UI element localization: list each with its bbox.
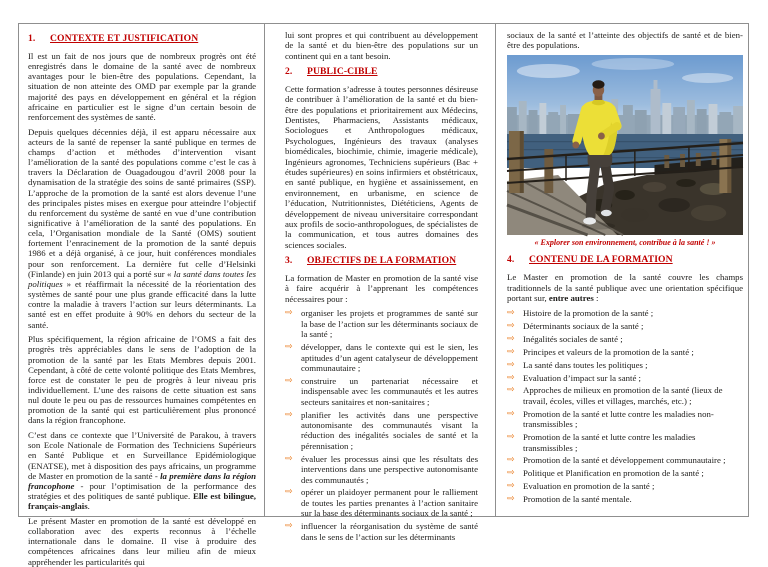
list-item-text: Evaluation d’impact sur la santé ;: [523, 372, 641, 383]
list-item: [285, 342, 478, 373]
column-contexte: [19, 24, 265, 567]
list-item-text: La santé dans toutes les politiques ;: [523, 359, 648, 370]
continuation-paragraph: lui sont propres et qui contribuent au développement de la santé et du bien-être des populations sur un continent qui en a tant besoin.: [285, 30, 478, 61]
paragraph-text: Depuis quelques décennies déjà, il est apparu nécessaire aux acteurs de la santé de repenser la santé publique en termes de champs d’action et méthodes d’intervention visant l’amélioration de la santé des populations comme c’est le cas à travers la Déclaration de Ouagadougou d’avril 2008 pour la dynamisation de la stratégie des soins de santé primaires (SSP). L’approche de la promotion de la santé est alors devenue l’une des principales pistes mises en exergue pour atteindre l’objectif du renforcement du système de santé en vue d’une contribution significative à l’amélioration de la santé des populations. En cela, l’Organisation mondiale de la Santé (OMS) soutient fortement l’enracinement de la promotion de la santé depuis 1986 et a déjà organisé, à ce jour, huit conférences mondiales pour son renforcement. La dernière fut celle d’Helsinki (Finlande) en juin 2013 qui a porté sur «: [28, 126, 256, 279]
arrow-bullet-icon: ⇨: [285, 375, 293, 386]
list-item-text: Promotion de la santé et développement communautaire ;: [523, 455, 726, 466]
list-item: [507, 373, 743, 383]
arrow-bullet-icon: ⇨: [507, 320, 515, 331]
list-item-text: Déterminants sociaux de la santé ;: [523, 320, 644, 331]
list-item-text: Evaluation en promotion de la santé ;: [523, 481, 655, 492]
heading-title: CONTENU DE LA FORMATION: [529, 254, 673, 266]
continuation-paragraph: sociaux de la santé et l’atteinte des objectifs de santé et de bien-être des populations.: [507, 30, 743, 51]
arrow-bullet-icon: ⇨: [507, 333, 515, 344]
list-item-text: Promotion de la santé et lutte contre les maladies non-transmissibles ;: [523, 408, 714, 430]
column-contenu: [496, 24, 748, 516]
paragraph: La formation de Master en promotion de la santé vise à faire acquérir à l’apprenant les compétences nécessaires pour :: [285, 272, 478, 304]
paragraph: [28, 127, 256, 330]
list-item: [507, 455, 743, 465]
list-item-text: Promotion de la santé mentale.: [523, 494, 632, 505]
arrow-bullet-icon: ⇨: [507, 385, 515, 396]
list-item-text: développer, dans le contexte qui est le sien, les aptitudes d’un agent catalyseur de développement communautaire ;: [301, 342, 478, 373]
paragraph: Le présent Master en promotion de la santé est développé en collaboration avec des experts reconnus à l’échelle internationale dans le domaine. Il vise à produire des compétences africaines dans leur milieu afin de mieux appréhender les particularités qui: [28, 515, 256, 567]
list-item: [507, 468, 743, 478]
list-item: [507, 360, 743, 370]
heading-title: CONTEXTE ET JUSTIFICATION: [50, 33, 199, 44]
paragraph: Plus spécifiquement, la région africaine de l’OMS a fait des progrès très appréciables dans le sens de l’adoption de la promotion de la santé par les Etats Membres depuis 2001. Cependant, à côté de cette volonté politique des Etats Membres, force est de constater le peu de progrès à leur niveau pris individuellement. L’une des raisons de cette situation est sans nul doute le peu ou pas de ressources humaines compétentes en promotion de la santé qui est particulièrement plus prononcé dans la région francophone.: [28, 334, 256, 426]
section-heading-4: [507, 254, 743, 265]
arrow-bullet-icon: ⇨: [507, 346, 515, 357]
list-item-text: influencer la réorganisation du système de santé dans le sens de l’action sur les déterminants: [301, 521, 478, 542]
list-item: [507, 481, 743, 491]
list-item-text: organiser les projets et programmes de santé sur la base de l’action sur les déterminants sociaux de la santé ;: [301, 308, 478, 340]
arrow-bullet-icon: ⇨: [285, 409, 293, 420]
arrow-bullet-icon: ⇨: [507, 408, 515, 419]
list-item: [507, 432, 743, 453]
bold-italic-phrase: la première dans la région francophone: [28, 470, 256, 491]
heading-number: 2.: [285, 65, 293, 77]
bold-phrase: Elle est bilingue, français-anglais: [28, 491, 257, 512]
paragraph-text: C’est dans ce contexte que l’Université de Parakou, à travers son Ecole Nationale de Formation des Techniciens Supérieurs en Santé Publique et en Surveillance Epidémiologique (ENATSE), met à disposition des pays africains, un programme de Master en promotion de la santé -: [28, 430, 256, 481]
paragraph: Il est un fait de nos jours que de nombreux progrès ont été enregistrés dans le domaine de la santé avec de nombreux avantages pour le bien-être des populations. Cependant, la situation de non atteinte des OMD par exemple par la grande majorité des pays en développement en général et la région africaine en particulier est le signe d’un certain besoin de renforcement des systèmes de santé.: [28, 51, 256, 122]
arrow-bullet-icon: ⇨: [285, 342, 293, 353]
list-item-text: construire un partenariat nécessaire et indispensable avec les communautés et les autres secteurs sanitaires et non-sanitaires ;: [301, 375, 478, 407]
list-item-text: Inégalités sociales de santé ;: [523, 333, 623, 344]
list-item-text: opérer un plaidoyer permanent pour le ralliement de toutes les parties prenantes à l’action sanitaire sur la base des déterminants sociaux de la santé ;: [301, 487, 478, 519]
section-heading-3: [285, 255, 478, 266]
paragraph-text: .: [87, 501, 90, 512]
list-item: [507, 308, 743, 318]
list-item: [285, 521, 478, 542]
section-heading-2: [285, 66, 478, 77]
list-item: [285, 410, 478, 452]
arrow-bullet-icon: ⇨: [507, 468, 515, 479]
list-item: [507, 494, 743, 504]
paragraph: [28, 430, 256, 511]
arrow-bullet-icon: ⇨: [507, 359, 515, 370]
arrow-bullet-icon: ⇨: [507, 372, 515, 383]
arrow-bullet-icon: ⇨: [507, 308, 515, 319]
arrow-bullet-icon: ⇨: [285, 521, 293, 532]
column-public-cible: [265, 24, 496, 542]
bold-phrase: entre autres: [548, 293, 594, 304]
paragraph-text: :: [593, 293, 599, 304]
arrow-bullet-icon: ⇨: [285, 308, 293, 319]
objectives-list: [285, 308, 478, 542]
list-item: [507, 321, 743, 331]
arrow-bullet-icon: ⇨: [507, 481, 515, 492]
list-item: [285, 487, 478, 518]
heading-number: 3.: [285, 254, 293, 266]
paragraph: Cette formation s’adresse à toutes personnes désireuse de contribuer à l’amélioration de la santé et du bien-être des populations et prioritairement aux Médecins, Dentistes, Pharmaciens, Assistants médicaux, Sociologues et Anthropologues médicaux, Psychologues, Ingénieurs des travaux (analyses biomédicales, biochimie, chimie, imagerie médicale), Ingénieurs agronomes, Techniciens supérieurs (Bac + études supérieures) en soins infirmiers et obstétricaux, en santé publique, en hygiène et assainissement, en environnement, en urbanisme, en science de l’éducation, Nutritionnistes, Diététiciens, Agents de développement de niveau universitaire correspondant aux profils de socio-anthropologues, de spécialistes de la communication, et tous autres domaines des sciences sociales.: [285, 83, 478, 250]
list-item: [507, 409, 743, 430]
paragraph-text: » et réaffirmait la nécessité de la réorientation des systèmes de santé pour une plus grande efficacité dans la lutte contre la maladie à travers l’action sur leurs déterminants. La santé est en effet produite à 90% en dehors du secteur de la santé.: [28, 278, 256, 330]
arrow-bullet-icon: ⇨: [285, 487, 293, 498]
arrow-bullet-icon: ⇨: [507, 494, 515, 505]
list-item: [507, 347, 743, 357]
paragraph-text: Le Master en promotion de la santé couvre les champs traditionnels de la santé publique avec une orientation spécifique portant sur,: [507, 272, 743, 304]
paragraph: [507, 272, 743, 303]
paragraph-text: - pour l’optimisation de la performance des stratégies et des politiques de santé publique.: [28, 480, 256, 502]
section-heading-1: [28, 33, 256, 44]
list-item: [285, 454, 478, 485]
list-item-text: Approches de milieux en promotion de la santé (lieux de travail, écoles, villes et villages, marchés, etc.) ;: [523, 385, 723, 406]
contents-list: [507, 308, 743, 505]
heading-number: 4.: [507, 254, 515, 266]
list-item-text: évaluer les processus ainsi que les résultats des interventions dans une perspective autonomisante des communautés ;: [301, 453, 478, 485]
list-item-text: Histoire de la promotion de la santé ;: [523, 308, 654, 319]
list-item: [285, 308, 478, 339]
list-item: [507, 385, 743, 406]
list-item-text: Politique et Planification en promotion de la santé ;: [523, 468, 704, 479]
list-item-text: planifier les activités dans une perspective autonomisante des communautés visant la réduction des inégalités sociales de santé et la pérennisation ;: [301, 409, 478, 451]
list-item-text: Principes et valeurs de la promotion de la santé ;: [523, 346, 694, 357]
jogger-waterfront-photo: [507, 55, 743, 235]
italic-phrase: la santé dans toutes les politiques: [28, 268, 256, 289]
heading-title: PUBLIC-CIBLE: [307, 65, 378, 77]
arrow-bullet-icon: ⇨: [285, 453, 293, 464]
photo-caption: « Explorer son environnement, contribue à la santé ! »: [534, 238, 716, 248]
list-item: [285, 376, 478, 407]
heading-number: 1.: [28, 33, 36, 44]
arrow-bullet-icon: ⇨: [507, 455, 515, 466]
list-item-text: Promotion de la santé et lutte contre les maladies transmissibles ;: [523, 432, 696, 453]
heading-title: OBJECTIFS DE LA FORMATION: [307, 254, 457, 266]
list-item: [507, 334, 743, 344]
arrow-bullet-icon: ⇨: [507, 432, 515, 443]
content-frame: [18, 23, 749, 567]
